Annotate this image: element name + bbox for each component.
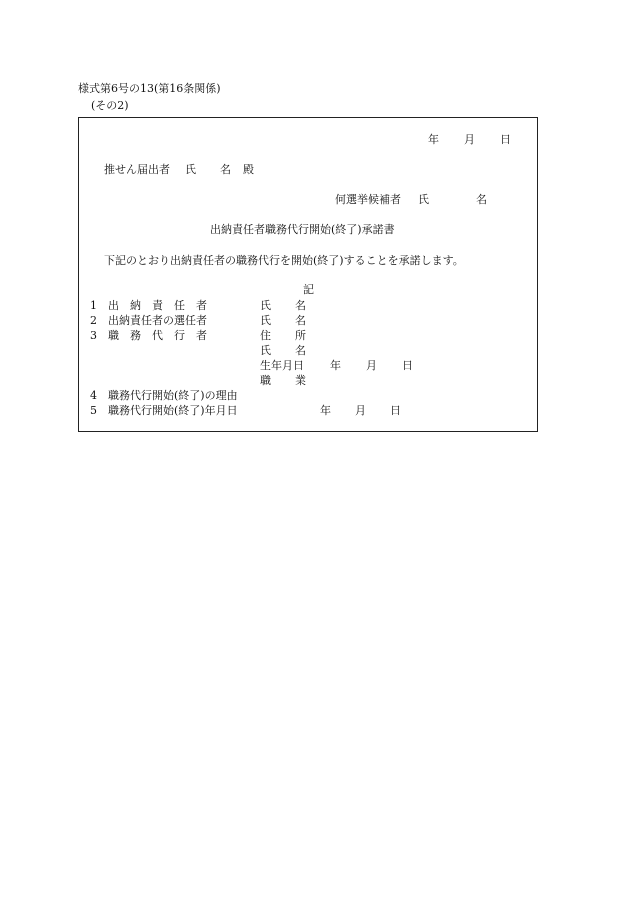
candidate-name-label-1: 氏	[418, 193, 429, 206]
item3-address-2: 所	[295, 329, 306, 342]
item5-day: 日	[390, 404, 401, 417]
item3-name-2: 名	[295, 344, 306, 357]
form-number: 様式第6号の13(第16条関係)	[78, 82, 221, 95]
item1-field-2: 名	[295, 299, 306, 312]
item5-year: 年	[320, 404, 331, 417]
item1-number: 1	[90, 299, 97, 312]
item3-birth-year: 年	[330, 359, 341, 372]
item3-birth-month: 月	[366, 359, 377, 372]
item3-address-1: 住	[260, 329, 271, 342]
body-text: 下記のとおり出納責任者の職務代行を開始(終了)することを承諾します。	[104, 254, 464, 267]
addressee-role: 推せん届出者	[104, 163, 170, 176]
candidate-name-label-2: 名	[476, 193, 487, 206]
item2-number: 2	[90, 314, 97, 327]
date-day: 日	[500, 133, 511, 146]
addressee-honorific: 殿	[243, 163, 254, 176]
item3-occupation-2: 業	[295, 374, 306, 387]
item4-number: 4	[90, 389, 97, 402]
candidate-role: 何選挙候補者	[335, 193, 401, 206]
item5-label: 職務代行開始(終了)年月日	[108, 404, 238, 417]
item5-month: 月	[355, 404, 366, 417]
date-month: 月	[464, 133, 475, 146]
item1-field-1: 氏	[260, 299, 271, 312]
item3-occupation-1: 職	[260, 374, 271, 387]
item5-number: 5	[90, 404, 97, 417]
item3-birthdate: 生年月日	[260, 359, 304, 372]
item3-label: 職 務 代 行 者	[108, 329, 207, 342]
item2-field-1: 氏	[260, 314, 271, 327]
date-year: 年	[428, 133, 439, 146]
addressee-name-label-1: 氏	[185, 163, 196, 176]
item2-label: 出納責任者の選任者	[108, 314, 207, 327]
item1-label: 出 納 責 任 者	[108, 299, 207, 312]
item3-name-1: 氏	[260, 344, 271, 357]
addressee-name-label-2: 名	[220, 163, 231, 176]
item3-birth-day: 日	[402, 359, 413, 372]
form-sub-number: (その2)	[91, 99, 129, 112]
document-title: 出納責任者職務代行開始(終了)承諾書	[210, 223, 395, 236]
item3-number: 3	[90, 329, 97, 342]
ki-heading: 記	[303, 283, 314, 296]
item4-label: 職務代行開始(終了)の理由	[108, 389, 238, 402]
item2-field-2: 名	[295, 314, 306, 327]
